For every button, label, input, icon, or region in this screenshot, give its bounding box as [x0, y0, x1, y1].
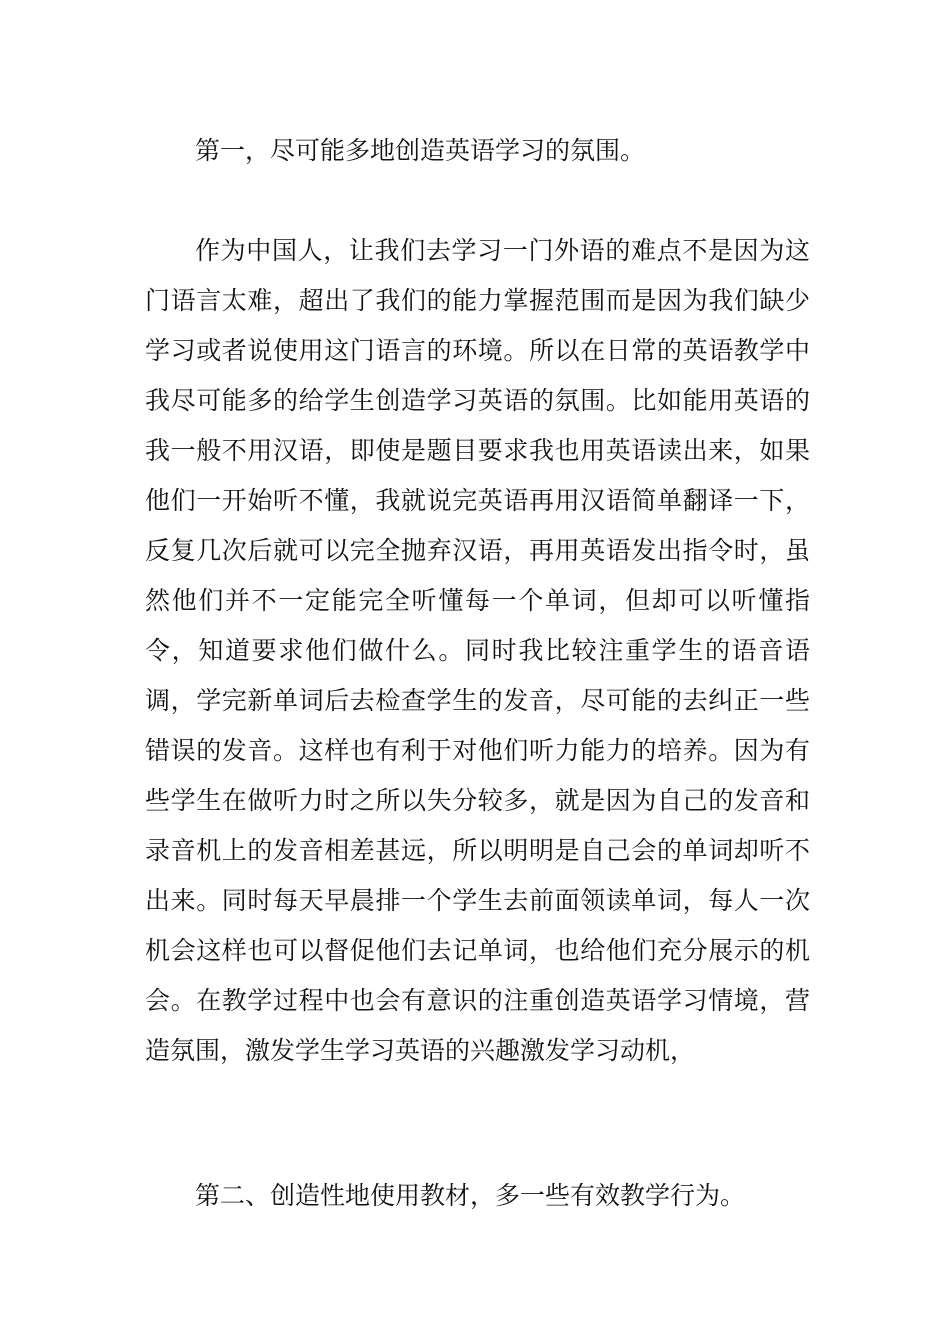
section-2-heading: 第二、创造性地使用教材，多一些有效教学行为。 — [195, 1181, 746, 1210]
section-1-body: 作为中国人，让我们去学习一门外语的难点不是因为这门语言太难，超出了我们的能力掌握范围而是因为我们缺少学习或者说使用这门语言的环境。所以在日常的英语教学中我尽可能多的给学生创造学习英语的氛围。比如能用英语的我一般不用汉语，即使是题目要求我也用英语读出来，如果他们一开始听不懂，我就说完英语再用汉语简单翻译一下，反复几次后就可以完全抛弃汉语，再用英语发出指令时，虽然他们并不一定能完全听懂每一个单词，但却可以听懂指令，知道要求他们做什么。同时我比较注重学生的语音语调，学完新单词后去检查学生的发音，尽可能的去纠正一些错误的发音。这样也有利于对他们听力能力的培养。因为有些学生在做听力时之所以失分较多，就是因为自己的发音和录音机上的发音相差甚远，所以明明是自己会的单词却听不出来。同时每天早晨排一个学生去前面领读单词，每人一次机会这样也可以督促他们去记单词，也给他们充分展示的机会。在教学过程中也会有意识的注重创造英语学习情境，营造氛围，激发学生学习英语的兴趣激发学习动机， — [145, 236, 810, 1065]
section-1-heading: 第一，尽可能多地创造英语学习的氛围。 — [195, 136, 646, 165]
